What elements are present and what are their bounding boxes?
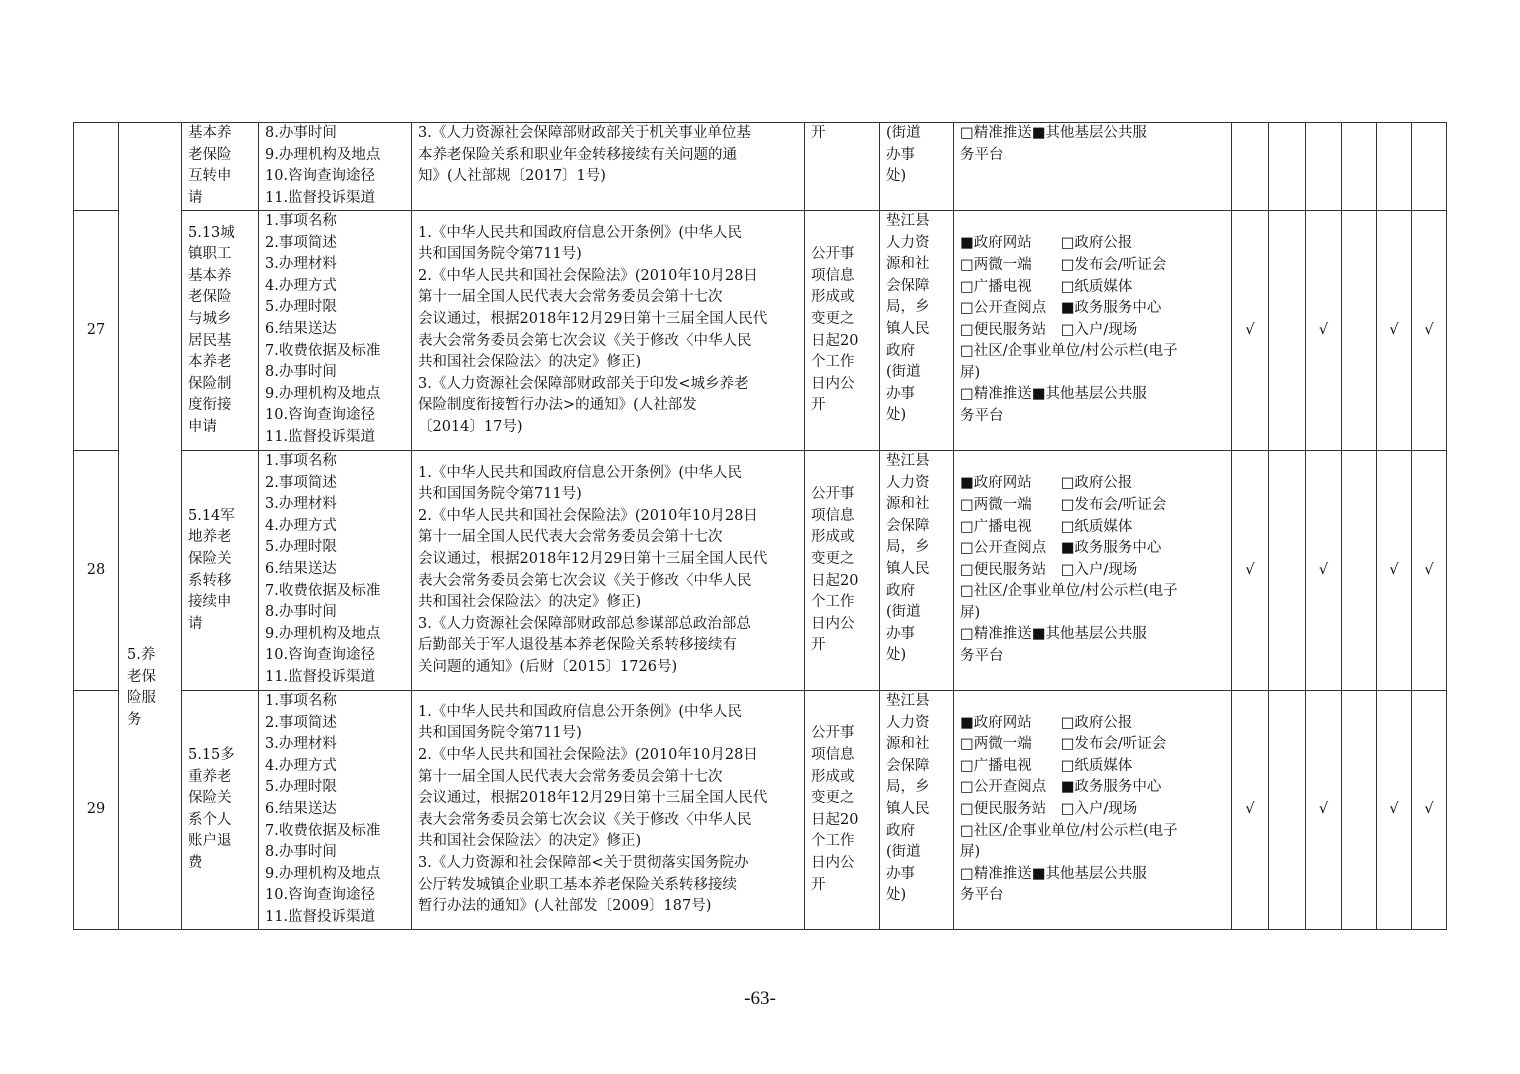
disclosure-subject bbox=[880, 123, 954, 211]
disclosure-subject-line: 会保障 bbox=[886, 757, 930, 774]
item-name bbox=[182, 211, 259, 451]
table-row bbox=[74, 451, 1447, 691]
disclosure-elements-line: 10.咨询查询途径 bbox=[265, 647, 376, 664]
disclosure-channels-line: □社区/企事业单位/村公示栏(电子 bbox=[960, 822, 1178, 839]
disclosure-subject-line: 办事 bbox=[886, 865, 915, 882]
disclosure-channels-line: □广播电视 □纸质媒体 bbox=[960, 278, 1133, 295]
legal-basis-line: 第十一届全国人民代表大会常务委员会第十七次 bbox=[418, 289, 723, 306]
disclosure-elements-line: 10.咨询查询途径 bbox=[265, 887, 376, 904]
disclosure-elements-line: 4.办理方式 bbox=[265, 277, 337, 294]
disclosure-elements-line: 9.办理机构及地点 bbox=[265, 146, 381, 163]
time-limit-line: 变更之 bbox=[811, 790, 855, 807]
legal-basis-line: 共和国国务院令第711号) bbox=[418, 246, 582, 263]
disclosure-subject-line: (街道 bbox=[886, 364, 921, 381]
legal-basis-line: 共和国国务院令第711号) bbox=[418, 725, 582, 742]
time-limit-line: 日内公 bbox=[811, 615, 855, 632]
disclosure-channels-line: ■政府网站 □政府公报 bbox=[960, 475, 1133, 492]
item-name-line: 老保险 bbox=[188, 289, 232, 306]
time-limit bbox=[805, 123, 880, 211]
category-cell bbox=[119, 123, 182, 930]
disclosure-elements-line: 11.监督投诉渠道 bbox=[265, 668, 376, 685]
disclosure-channels-line: 屏) bbox=[960, 604, 981, 621]
item-name-line: 居民基 bbox=[188, 332, 232, 349]
item-name-line: 基本养 bbox=[188, 267, 232, 284]
item-name-line: 申请 bbox=[188, 418, 217, 435]
disclosure-elements-line: 3.办理材料 bbox=[265, 256, 337, 273]
disclosure-channels-line: □两微一端 □发布会/听证会 bbox=[960, 496, 1167, 513]
item-name-line: 系个人 bbox=[188, 811, 232, 828]
time-limit-line: 个工作 bbox=[811, 594, 855, 611]
item-name-line: 镇职工 bbox=[188, 246, 232, 263]
disclosure-elements-line: 7.收费依据及标准 bbox=[265, 822, 381, 839]
table-row bbox=[74, 691, 1447, 930]
disclosure-subject-line: 镇人民 bbox=[886, 320, 930, 337]
time-limit-line: 项信息 bbox=[811, 746, 855, 763]
item-name-line: 本养老 bbox=[188, 354, 232, 371]
legal-basis-line: 会议通过，根据2018年12月29日第十三届全国人民代 bbox=[418, 550, 768, 567]
disclosure-elements-line: 10.咨询查询途径 bbox=[265, 407, 376, 424]
disclosure-elements-line: 4.办理方式 bbox=[265, 757, 337, 774]
time-limit-line: 变更之 bbox=[811, 550, 855, 567]
disclosure-elements-line: 5.办理时限 bbox=[265, 539, 337, 556]
disclosure-elements-line: 3.办理材料 bbox=[265, 496, 337, 513]
check-cell bbox=[1269, 691, 1306, 930]
check-cell bbox=[1306, 123, 1342, 211]
disclosure-channels-line: □便民服务站 □入户/现场 bbox=[960, 561, 1138, 578]
legal-basis-line: 公厅转发城镇企业职工基本养老保险关系转移接续 bbox=[418, 876, 737, 893]
disclosure-elements-line: 5.办理时限 bbox=[265, 779, 337, 796]
item-name-line: 账户退 bbox=[188, 833, 232, 850]
time-limit bbox=[805, 691, 880, 930]
item-name bbox=[182, 451, 259, 691]
legal-basis-line: 表大会常务委员会第七次会议《关于修改〈中华人民 bbox=[418, 332, 752, 349]
category-cell-line: 务 bbox=[127, 711, 142, 728]
disclosure-channels-line: □公开查阅点 ■政务服务中心 bbox=[960, 540, 1162, 557]
check-cell bbox=[1232, 123, 1269, 211]
disclosure-subject bbox=[880, 211, 954, 451]
disclosure-channels-line: □便民服务站 □入户/现场 bbox=[960, 800, 1138, 817]
disclosure-elements-line: 11.监督投诉渠道 bbox=[265, 189, 376, 206]
legal-basis bbox=[412, 211, 805, 451]
disclosure-channels-line: □精准推送■其他基层公共服 bbox=[960, 626, 1147, 643]
disclosure-channels bbox=[954, 691, 1232, 930]
disclosure-elements-line: 11.监督投诉渠道 bbox=[265, 428, 376, 445]
disclosure-elements-line: 7.收费依据及标准 bbox=[265, 342, 381, 359]
disclosure-elements bbox=[259, 211, 412, 451]
disclosure-elements-line: 9.办理机构及地点 bbox=[265, 385, 381, 402]
item-name-line: 地养老 bbox=[188, 529, 232, 546]
time-limit-line: 项信息 bbox=[811, 507, 855, 524]
disclosure-subject-line: 政府 bbox=[886, 822, 915, 839]
disclosure-channels-line: □两微一端 □发布会/听证会 bbox=[960, 256, 1167, 273]
disclosure-channels bbox=[954, 211, 1232, 451]
legal-basis-line: 保险制度衔接暂行办法>的通知》(人社部发 bbox=[418, 397, 697, 414]
time-limit-line: 公开事 bbox=[811, 486, 855, 503]
legal-basis bbox=[412, 691, 805, 930]
disclosure-channels-line: □精准推送■其他基层公共服 bbox=[960, 865, 1147, 882]
disclosure-channels-line: 务平台 bbox=[960, 648, 1004, 665]
legal-basis-line: 会议通过，根据2018年12月29日第十三届全国人民代 bbox=[418, 310, 768, 327]
item-name-line: 5.14军 bbox=[188, 507, 235, 524]
disclosure-subject-line: 办事 bbox=[886, 146, 915, 163]
legal-basis-line: 共和国社会保险法〉的决定》修正) bbox=[418, 833, 642, 850]
disclosure-subject-line: 会保障 bbox=[886, 277, 930, 294]
item-name-line: 保险关 bbox=[188, 790, 232, 807]
legal-basis-line: 2.《中华人民共和国社会保险法》(2010年10月28日 bbox=[418, 507, 758, 524]
time-limit-line: 开 bbox=[811, 397, 826, 414]
disclosure-elements-line: 2.事项简述 bbox=[265, 234, 337, 251]
disclosure-elements-line: 6.结果送达 bbox=[265, 560, 337, 577]
item-name bbox=[182, 691, 259, 930]
legal-basis-line: 2.《中华人民共和国社会保险法》(2010年10月28日 bbox=[418, 746, 758, 763]
disclosure-subject-line: 源和社 bbox=[886, 496, 930, 513]
disclosure-elements-line: 5.办理时限 bbox=[265, 299, 337, 316]
legal-basis-line: 会议通过，根据2018年12月29日第十三届全国人民代 bbox=[418, 790, 768, 807]
disclosure-channels-line: 务平台 bbox=[960, 408, 1004, 425]
legal-basis-line: 1.《中华人民共和国政府信息公开条例》(中华人民 bbox=[418, 703, 742, 720]
check-cell: √ bbox=[1232, 211, 1269, 451]
legal-basis-line: 3.《人力资源社会保障部财政部关于机关事业单位基 bbox=[418, 125, 751, 141]
disclosure-subject-line: 垫江县 bbox=[886, 693, 930, 709]
disclosure-subject-line: 处) bbox=[886, 168, 907, 185]
time-limit-line: 形成或 bbox=[811, 289, 855, 306]
legal-basis bbox=[412, 451, 805, 691]
disclosure-elements-line: 8.办事时间 bbox=[265, 604, 337, 621]
disclosure-channels-line: 屏) bbox=[960, 844, 981, 861]
legal-basis-line: 本养老保险关系和职业年金转移接续有关问题的通 bbox=[418, 146, 737, 163]
disclosure-elements bbox=[259, 691, 412, 930]
disclosure-subject-line: 政府 bbox=[886, 582, 915, 599]
disclosure-subject-line: (街道 bbox=[886, 844, 921, 861]
disclosure-subject-line: 镇人民 bbox=[886, 800, 930, 817]
legal-basis bbox=[412, 123, 805, 211]
disclosure-elements bbox=[259, 123, 412, 211]
time-limit-line: 形成或 bbox=[811, 529, 855, 546]
row-number: 28 bbox=[74, 451, 119, 691]
disclosure-subject-line: 人力资 bbox=[886, 234, 930, 251]
item-name-line: 老保险 bbox=[188, 146, 232, 163]
disclosure-channels-line: □广播电视 □纸质媒体 bbox=[960, 518, 1133, 535]
check-cell: √ bbox=[1412, 451, 1447, 691]
disclosure-elements-line: 7.收费依据及标准 bbox=[265, 582, 381, 599]
check-cell bbox=[1412, 123, 1447, 211]
category-cell-line: 险服 bbox=[127, 690, 156, 707]
disclosure-channels bbox=[954, 123, 1232, 211]
legal-basis-line: 关问题的通知》(后财〔2015〕1726号) bbox=[418, 658, 678, 675]
legal-basis-line: 1.《中华人民共和国政府信息公开条例》(中华人民 bbox=[418, 464, 742, 481]
disclosure-elements-line: 3.办理材料 bbox=[265, 736, 337, 753]
check-cell: √ bbox=[1306, 211, 1342, 451]
check-cell: √ bbox=[1377, 691, 1412, 930]
disclosure-channels-line: □广播电视 □纸质媒体 bbox=[960, 757, 1133, 774]
table-row bbox=[74, 211, 1447, 451]
legal-basis-line: 2.《中华人民共和国社会保险法》(2010年10月28日 bbox=[418, 267, 758, 284]
disclosure-subject-line: 会保障 bbox=[886, 517, 930, 534]
disclosure-elements-line: 4.办理方式 bbox=[265, 517, 337, 534]
legal-basis-line: 3.《人力资源和社会保障部<关于贯彻落实国务院办 bbox=[418, 854, 749, 871]
time-limit-line: 开 bbox=[811, 876, 826, 893]
disclosure-elements-line: 8.办事时间 bbox=[265, 125, 337, 141]
check-cell bbox=[1269, 211, 1306, 451]
check-cell: √ bbox=[1306, 451, 1342, 691]
disclosure-elements-line: 1.事项名称 bbox=[265, 453, 337, 469]
time-limit-line: 开 bbox=[811, 637, 826, 654]
legal-basis-line: 共和国社会保险法〉的决定》修正) bbox=[418, 594, 642, 611]
disclosure-subject-line: 办事 bbox=[886, 625, 915, 642]
disclosure-channels-line: □公开查阅点 ■政务服务中心 bbox=[960, 779, 1162, 796]
time-limit-line: 日起20 bbox=[811, 811, 859, 828]
disclosure-elements-line: 1.事项名称 bbox=[265, 213, 337, 229]
disclosure-subject-line: 办事 bbox=[886, 385, 915, 402]
row-number: 27 bbox=[74, 211, 119, 451]
disclosure-subject-line: 处) bbox=[886, 887, 907, 904]
legal-basis-line: 3.《人力资源社会保障部财政部关于印发<城乡养老 bbox=[418, 375, 749, 392]
legal-basis-line: 共和国社会保险法〉的决定》修正) bbox=[418, 354, 642, 371]
time-limit-line: 个工作 bbox=[811, 354, 855, 371]
time-limit-line: 日内公 bbox=[811, 854, 855, 871]
check-cell: √ bbox=[1412, 691, 1447, 930]
disclosure-channels-line: ■政府网站 □政府公报 bbox=[960, 714, 1133, 731]
disclosure-elements-line: 8.办事时间 bbox=[265, 364, 337, 381]
disclosure-elements-line: 9.办理机构及地点 bbox=[265, 865, 381, 882]
legal-basis-line: 知》(人社部规〔2017〕1号) bbox=[418, 168, 606, 185]
item-name-line: 接续申 bbox=[188, 594, 232, 611]
disclosure-channels-line: □便民服务站 □入户/现场 bbox=[960, 321, 1138, 338]
check-cell: √ bbox=[1232, 451, 1269, 691]
item-name bbox=[182, 123, 259, 211]
disclosure-subject-line: 源和社 bbox=[886, 256, 930, 273]
item-name-line: 保险关 bbox=[188, 550, 232, 567]
disclosure-subject-line: 源和社 bbox=[886, 736, 930, 753]
disclosure-elements bbox=[259, 451, 412, 691]
check-cell: √ bbox=[1232, 691, 1269, 930]
check-cell: √ bbox=[1377, 211, 1412, 451]
disclosure-subject bbox=[880, 451, 954, 691]
time-limit-line: 公开事 bbox=[811, 246, 855, 263]
disclosure-subject-line: 人力资 bbox=[886, 474, 930, 491]
time-limit-line: 变更之 bbox=[811, 310, 855, 327]
disclosure-channels-line: ■政府网站 □政府公报 bbox=[960, 235, 1133, 252]
legal-basis-line: 1.《中华人民共和国政府信息公开条例》(中华人民 bbox=[418, 224, 742, 241]
legal-basis-line: 后勤部关于军人退役基本养老保险关系转移接续有 bbox=[418, 637, 737, 654]
check-cell bbox=[1342, 123, 1377, 211]
legal-basis-line: 第十一届全国人民代表大会常务委员会第十七次 bbox=[418, 529, 723, 546]
check-cell: √ bbox=[1306, 691, 1342, 930]
check-cell bbox=[1269, 451, 1306, 691]
item-name-line: 重养老 bbox=[188, 768, 232, 785]
disclosure-elements-line: 11.监督投诉渠道 bbox=[265, 908, 376, 925]
disclosure-channels-line: 务平台 bbox=[960, 887, 1004, 904]
check-cell: √ bbox=[1412, 211, 1447, 451]
time-limit-line: 形成或 bbox=[811, 768, 855, 785]
row-number: 29 bbox=[74, 691, 119, 930]
disclosure-elements-line: 2.事项简述 bbox=[265, 714, 337, 731]
check-cell bbox=[1342, 211, 1377, 451]
disclosure-subject-line: 垫江县 bbox=[886, 213, 930, 229]
item-name-line: 基本养 bbox=[188, 125, 232, 141]
time-limit-line: 开 bbox=[811, 125, 826, 141]
item-name-line: 度衔接 bbox=[188, 397, 232, 414]
disclosure-elements-line: 6.结果送达 bbox=[265, 320, 337, 337]
legal-basis-line: 暂行办法的通知》(人社部发〔2009〕187号) bbox=[418, 898, 712, 915]
check-cell bbox=[1342, 451, 1377, 691]
time-limit-line: 日起20 bbox=[811, 572, 859, 589]
disclosure-elements-line: 2.事项简述 bbox=[265, 474, 337, 491]
disclosure-table bbox=[73, 122, 1447, 930]
time-limit-line: 日起20 bbox=[811, 332, 859, 349]
disclosure-elements-line: 10.咨询查询途径 bbox=[265, 168, 376, 185]
table-row bbox=[74, 123, 1447, 211]
legal-basis-line: 共和国国务院令第711号) bbox=[418, 486, 582, 503]
time-limit-line: 个工作 bbox=[811, 833, 855, 850]
disclosure-subject-line: 处) bbox=[886, 407, 907, 424]
legal-basis-line: 第十一届全国人民代表大会常务委员会第十七次 bbox=[418, 768, 723, 785]
disclosure-channels-line: 屏) bbox=[960, 364, 981, 381]
disclosure-channels-line: 务平台 bbox=[960, 146, 1004, 163]
time-limit-line: 日内公 bbox=[811, 375, 855, 392]
time-limit bbox=[805, 211, 880, 451]
row-number bbox=[74, 123, 119, 211]
disclosure-elements-line: 9.办理机构及地点 bbox=[265, 625, 381, 642]
disclosure-channels-line: □两微一端 □发布会/听证会 bbox=[960, 736, 1167, 753]
item-name-line: 互转申 bbox=[188, 168, 232, 185]
item-name-line: 保险制 bbox=[188, 375, 232, 392]
disclosure-subject bbox=[880, 691, 954, 930]
item-name-line: 费 bbox=[188, 854, 203, 871]
disclosure-subject-line: 政府 bbox=[886, 342, 915, 359]
disclosure-channels-line: □公开查阅点 ■政务服务中心 bbox=[960, 300, 1162, 317]
disclosure-channels-line: □精准推送■其他基层公共服 bbox=[960, 386, 1147, 403]
disclosure-subject-line: 局，乡 bbox=[886, 779, 930, 796]
legal-basis-line: 表大会常务委员会第七次会议《关于修改〈中华人民 bbox=[418, 811, 752, 828]
check-cell: √ bbox=[1377, 451, 1412, 691]
check-cell bbox=[1377, 123, 1412, 211]
time-limit-line: 公开事 bbox=[811, 725, 855, 742]
item-name-line: 请 bbox=[188, 189, 203, 206]
check-cell bbox=[1342, 691, 1377, 930]
legal-basis-line: 3.《人力资源社会保障部财政部总参谋部总政治部总 bbox=[418, 615, 751, 632]
disclosure-elements-line: 6.结果送达 bbox=[265, 800, 337, 817]
disclosure-elements-line: 1.事项名称 bbox=[265, 693, 337, 709]
item-name-line: 5.13城 bbox=[188, 224, 235, 241]
category-cell-line: 5.养 bbox=[127, 647, 156, 663]
disclosure-channels-line: □社区/企事业单位/村公示栏(电子 bbox=[960, 583, 1178, 600]
legal-basis-line: 表大会常务委员会第七次会议《关于修改〈中华人民 bbox=[418, 572, 752, 589]
disclosure-subject-line: (街道 bbox=[886, 125, 921, 141]
disclosure-subject-line: 镇人民 bbox=[886, 560, 930, 577]
item-name-line: 5.15多 bbox=[188, 746, 235, 763]
disclosure-subject-line: 人力资 bbox=[886, 714, 930, 731]
disclosure-subject-line: (街道 bbox=[886, 604, 921, 621]
category-cell-line: 老保 bbox=[127, 668, 156, 685]
page-number: -63- bbox=[744, 988, 776, 1009]
item-name-line: 请 bbox=[188, 615, 203, 632]
item-name-line: 与城乡 bbox=[188, 310, 232, 327]
disclosure-subject-line: 局，乡 bbox=[886, 539, 930, 556]
disclosure-channels bbox=[954, 451, 1232, 691]
time-limit bbox=[805, 451, 880, 691]
disclosure-subject-line: 局，乡 bbox=[886, 299, 930, 316]
item-name-line: 系转移 bbox=[188, 572, 232, 589]
disclosure-elements-line: 8.办事时间 bbox=[265, 844, 337, 861]
time-limit-line: 项信息 bbox=[811, 267, 855, 284]
legal-basis-line: 〔2014〕17号) bbox=[418, 418, 523, 435]
disclosure-subject-line: 垫江县 bbox=[886, 453, 930, 469]
disclosure-channels-line: □社区/企事业单位/村公示栏(电子 bbox=[960, 343, 1178, 360]
disclosure-channels-line: □精准推送■其他基层公共服 bbox=[960, 125, 1147, 141]
disclosure-subject-line: 处) bbox=[886, 647, 907, 664]
check-cell bbox=[1269, 123, 1306, 211]
